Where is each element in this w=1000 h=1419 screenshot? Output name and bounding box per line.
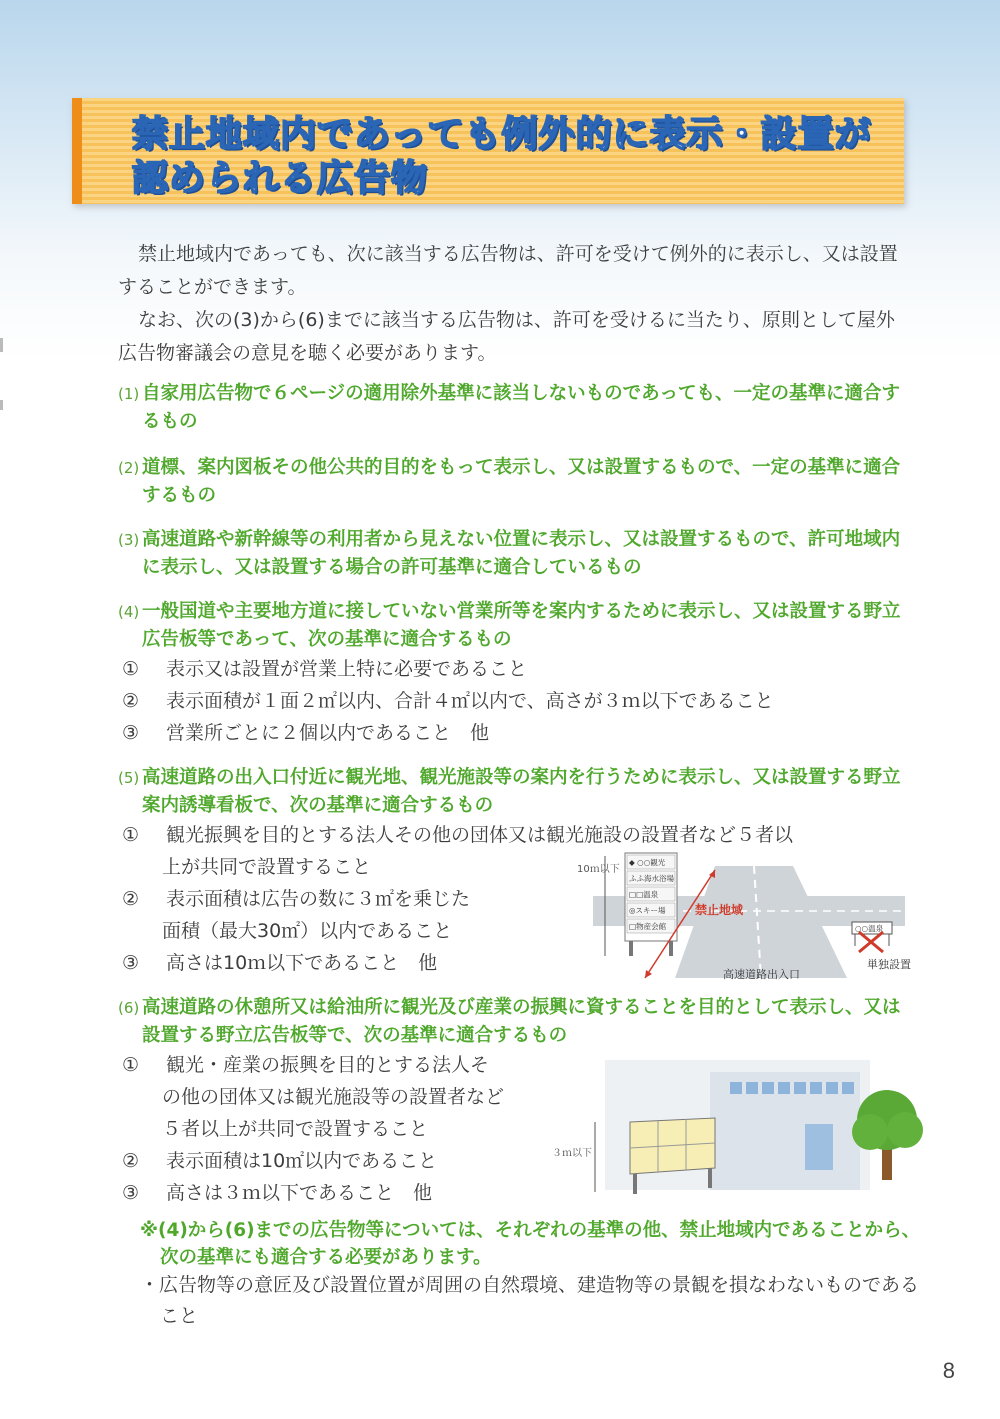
sub-text-continued: 面積（最大30㎡）以内であること [162, 920, 453, 942]
sub-mark: ② [122, 888, 140, 910]
sub-text: 表示又は設置が営業上特に必要であること [166, 658, 528, 680]
exit-label: 高速道路出入口 [723, 968, 800, 981]
item-text: 高速道路の休憩所又は給油所に観光及び産業の振興に資することを目的として表示し、又は設置する野立広告板等で、次の基準に適合するもの [142, 997, 901, 1046]
building-window [794, 1082, 806, 1094]
sub-text: 観光振興を目的とする法人その他の団体又は観光施設の設置者など５者以 [166, 824, 794, 846]
sub-text: 観光・産業の振興を目的とする法人そ [166, 1054, 490, 1076]
building-window [810, 1082, 822, 1094]
item-heading [118, 764, 908, 819]
tree-foliage [887, 1112, 923, 1148]
item-4 [118, 598, 908, 749]
sign-row-text: ◆ ○○観光 [629, 858, 666, 867]
building-window [746, 1082, 758, 1094]
sub-item [118, 685, 908, 717]
sign-row-text: □□温泉 [629, 890, 659, 899]
sub-mark: ② [122, 1150, 140, 1172]
sub-text: 表示面積が１面２㎡以内、合計４㎡以内で、高さが３ｍ以下であること [166, 690, 774, 712]
single-sign-text: ○○温泉 [855, 924, 884, 933]
sub-item [118, 653, 908, 685]
sub-item [118, 717, 908, 749]
item-heading [118, 994, 908, 1049]
building-window [842, 1082, 854, 1094]
sub-text: 営業所ごとに２個以内であること 他 [166, 722, 490, 744]
rest-area-illustration [550, 1050, 930, 1200]
title-line-2: 認められる広告物 [132, 158, 429, 199]
title-line-1: 禁止地域内であっても例外的に表示・設置が [132, 114, 872, 155]
item-number: (3) [118, 531, 140, 549]
item-heading [118, 454, 908, 509]
billboard-post [708, 1168, 712, 1188]
sub-text: 高さは３ｍ以下であること 他 [166, 1182, 433, 1204]
sub-text: 表示面積は広告の数に３㎡を乗じた [166, 888, 471, 910]
item-number: (5) [118, 769, 140, 787]
sign-row-text: ◎スキー場 [629, 906, 666, 915]
sub-text-continued: 上が共同で設置すること [162, 856, 372, 878]
billboard-post [633, 1174, 637, 1194]
building-door-window [805, 1124, 833, 1170]
building-window [778, 1082, 790, 1094]
item-3 [118, 526, 908, 581]
building-window [730, 1082, 742, 1094]
sign-post [629, 941, 633, 956]
sub-mark: ③ [122, 952, 140, 974]
sub-text-continued: ５者以上が共同で設置すること [162, 1118, 429, 1140]
item-number: (2) [118, 459, 140, 477]
item-2 [118, 454, 908, 509]
sub-mark: ② [122, 690, 140, 712]
note-body: ・広告物等の意匠及び設置位置が周囲の自然環境、建造物等の景観を損なわないものであること [140, 1274, 920, 1327]
sub-mark: ① [122, 1054, 140, 1076]
item-text: 自家用広告物で６ページの適用除外基準に該当しないものであっても、一定の基準に適合するもの [142, 383, 900, 432]
sign-row-text: □物産会館 [629, 922, 667, 931]
sub-mark: ③ [122, 1182, 140, 1204]
building-window [826, 1082, 838, 1094]
intro-paragraph-1: 禁止地域内であっても、次に該当する広告物は、許可を受けて例外的に表示し、又は設置することができます。 [118, 243, 898, 298]
sub-item [118, 819, 908, 851]
sub-text-continued: の他の団体又は観光施設等の設置者など [162, 1086, 505, 1108]
item-text: 一般国道や主要地方道に接していない営業所等を案内するために表示し、又は設置する野立広告板等であって、次の基準に適合するもの [142, 601, 901, 650]
item-number: (6) [118, 999, 140, 1017]
item-text: 高速道路の出入口付近に観光地、観光施設等の案内を行うために表示し、又は設置する野立案内誘導看板で、次の基準に適合するもの [142, 767, 901, 816]
item-number: (4) [118, 603, 140, 621]
sub-mark: ① [122, 658, 140, 680]
sub-text: 高さは10ｍ以下であること 他 [166, 952, 438, 974]
scan-mark [0, 400, 3, 410]
sign-post [669, 941, 673, 956]
zone-label: 禁止地域 [695, 903, 744, 917]
note-heading: ※(4)から(6)までの広告物等については、それぞれの基準の他、禁止地域内であることから、次の基準にも適合する必要があります。 [140, 1220, 921, 1268]
item-heading [118, 526, 908, 581]
single-sign-label: 単独設置 [867, 958, 911, 971]
item-text: 道標、案内図板その他公共的目的をもって表示し、又は設置するもので、一定の基準に適合するもの [142, 457, 901, 506]
item-number: (1) [118, 385, 140, 403]
sub-mark: ③ [122, 722, 140, 744]
arrow-head [645, 970, 652, 978]
item-heading [118, 380, 908, 435]
scan-mark [0, 338, 3, 352]
sign-row-text: ふふ海水浴場 [629, 874, 674, 883]
sub-text: 表示面積は10㎡以内であること [166, 1150, 438, 1172]
intro-paragraph-2: なお、次の(3)から(6)までに該当する広告物は、許可を受けるに当たり、原則として屋外広告物審議会の意見を聴く必要があります。 [118, 309, 895, 364]
height-label: ３ｍ以下 [552, 1148, 592, 1159]
item-text: 高速道路や新幹線等の利用者から見えない位置に表示し、又は設置するもので、許可地域内に表示し、又は設置する場合の許可基準に適合しているもの [142, 529, 901, 578]
highway-exit-illustration [565, 848, 930, 988]
item-heading [118, 598, 908, 653]
page-number: 8 [942, 1358, 955, 1383]
building-window [762, 1082, 774, 1094]
tree-foliage [852, 1114, 888, 1150]
title-banner [72, 98, 904, 204]
item-1 [118, 380, 908, 435]
height-label: 10ｍ以下 [577, 864, 620, 875]
sub-mark: ① [122, 824, 140, 846]
